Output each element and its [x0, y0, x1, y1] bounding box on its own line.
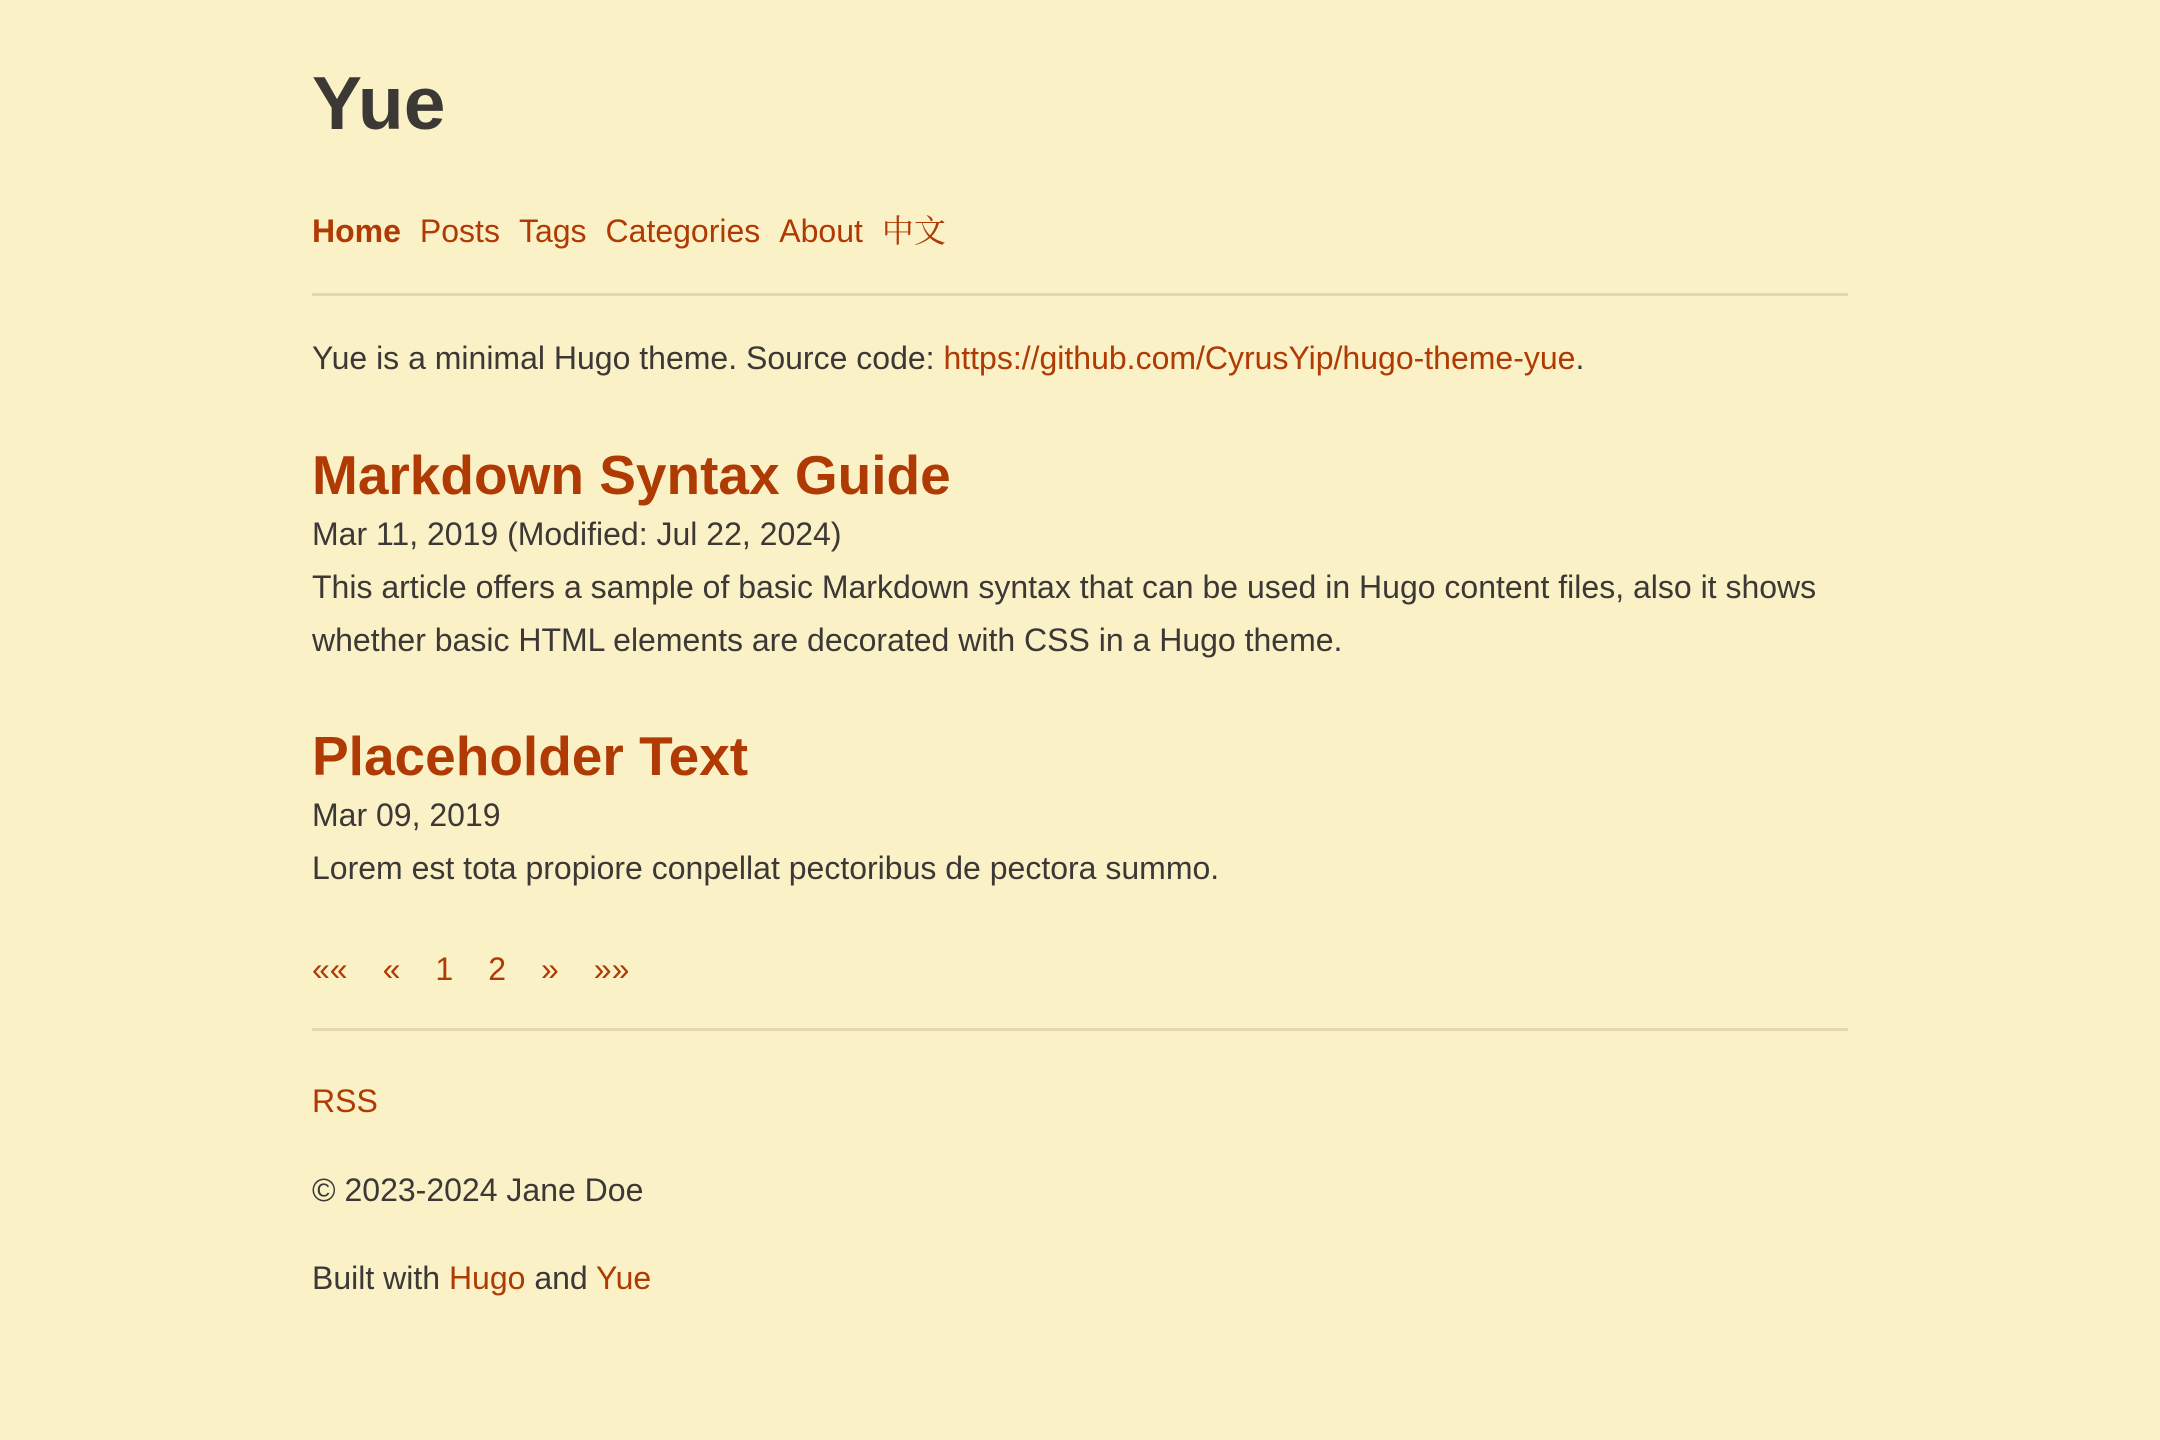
- nav-item-home[interactable]: Home: [312, 212, 401, 249]
- copyright: © 2023-2024 Jane Doe: [312, 1171, 644, 1208]
- pagination-page-2[interactable]: 2: [488, 951, 506, 988]
- post-title-link-placeholder-text[interactable]: Placeholder Text: [312, 725, 749, 788]
- header-divider: [312, 293, 1848, 296]
- built-with-prefix: Built with: [312, 1260, 449, 1297]
- nav-item-tags[interactable]: Tags: [518, 212, 587, 249]
- built-with-and: and: [525, 1260, 597, 1297]
- intro-text-after: .: [1575, 340, 1585, 377]
- intro-text-before: Yue is a minimal Hugo theme. Source code:: [312, 340, 944, 377]
- rss-row: [312, 1075, 1848, 1128]
- pagination: [312, 943, 1848, 996]
- site-footer: [312, 1075, 1848, 1305]
- post-title: [312, 723, 1848, 789]
- nav-item-categories[interactable]: Categories: [605, 212, 761, 249]
- yue-link[interactable]: Yue: [596, 1260, 652, 1297]
- pagination-next[interactable]: »: [540, 951, 559, 988]
- post-title-link-markdown-syntax-guide[interactable]: Markdown Syntax Guide: [312, 444, 951, 507]
- post-summary: This article offers a sample of basic Markdown syntax that can be used in Hugo content files, also it shows whether basic HTML elements are decorated with CSS in a Hugo theme.: [312, 568, 1817, 658]
- post-date: Mar 09, 2019: [312, 797, 501, 834]
- footer-divider: [312, 1028, 1848, 1031]
- nav-item-about[interactable]: About: [779, 212, 863, 249]
- source-code-link[interactable]: https://github.com/CyrusYip/hugo-theme-yue: [943, 340, 1576, 377]
- built-with: [312, 1252, 1848, 1305]
- post-summary: Lorem est tota propiore conpellat pectoribus de pectora summo.: [312, 850, 1220, 887]
- pagination-first[interactable]: ««: [312, 951, 348, 988]
- hugo-link[interactable]: Hugo: [448, 1260, 526, 1297]
- page-container: [312, 0, 1848, 1305]
- post-entry: [312, 442, 1848, 666]
- site-header: [312, 62, 1848, 257]
- main-nav: [312, 205, 1848, 258]
- pagination-page-1[interactable]: 1: [435, 951, 454, 988]
- post-title: [312, 442, 1848, 508]
- nav-item-language-chinese[interactable]: 中文: [881, 212, 946, 249]
- site-title: Yue: [312, 61, 446, 145]
- pagination-last[interactable]: »»: [593, 951, 630, 988]
- post-entry: [312, 723, 1848, 895]
- pagination-prev[interactable]: «: [382, 951, 401, 988]
- main-content: [312, 332, 1848, 996]
- post-date: Mar 11, 2019 (Modified: Jul 22, 2024): [312, 516, 842, 553]
- intro-text: [312, 332, 1848, 385]
- rss-link[interactable]: RSS: [312, 1082, 378, 1119]
- nav-item-posts[interactable]: Posts: [419, 212, 500, 249]
